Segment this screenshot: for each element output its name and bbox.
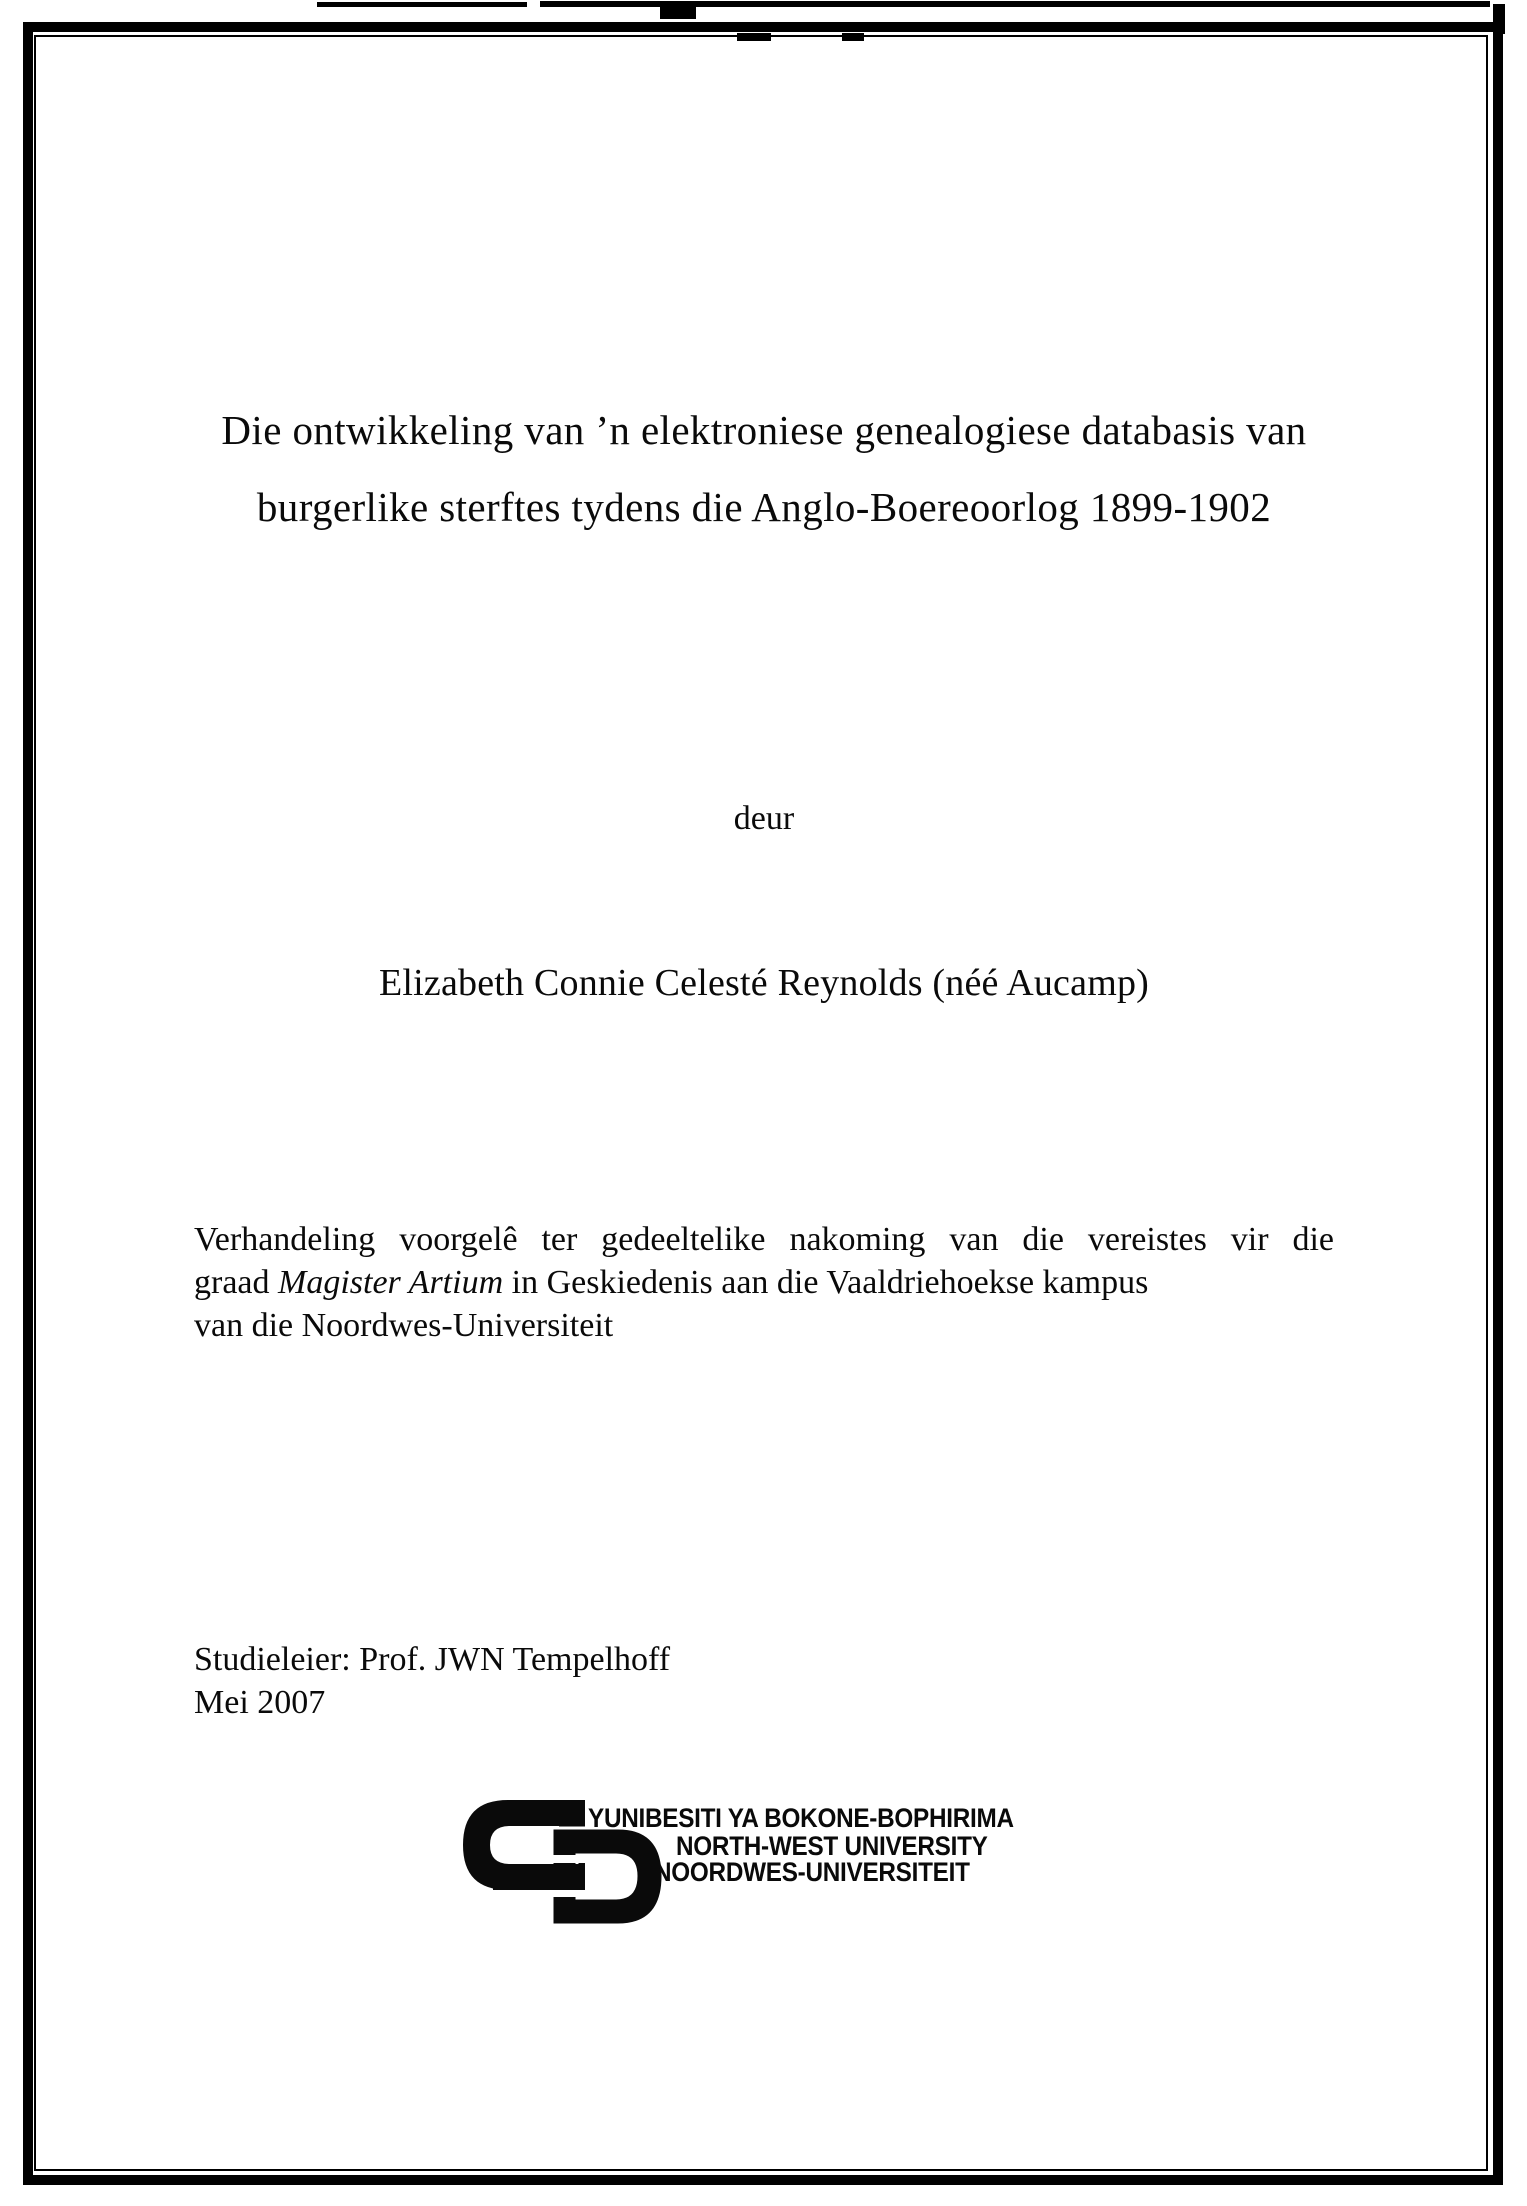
university-name-english: NORTH-WEST UNIVERSITY: [676, 1831, 988, 1861]
university-name-afrikaans: NOORDWES-UNIVERSITEIT: [654, 1857, 970, 1887]
degree-name-italic: Magister Artium: [278, 1264, 504, 1301]
scan-artifact: [317, 2, 527, 7]
thesis-title: [194, 392, 1334, 546]
university-name-setswana: YUNIBESITI YA BOKONE-BOPHIRIMA: [588, 1803, 1014, 1833]
author-name: Elizabeth Connie Celesté Reynolds (néé Aucamp): [378, 962, 1150, 1004]
degree-statement: [194, 1218, 1334, 1347]
supervisor-line: Studieleier: Prof. JWN Tempelhoff: [194, 1641, 671, 1678]
supervisor-block: [194, 1638, 670, 1724]
byline: deur: [733, 800, 795, 837]
degree-statement-line2: [194, 1261, 1334, 1304]
date-line: Mei 2007: [194, 1684, 326, 1721]
thesis-title-line1: Die ontwikkeling van ’n elektroniese genealogiese databasis van: [221, 407, 1307, 453]
degree-statement-line2-pre: graad: [194, 1264, 279, 1301]
scan-artifact: [660, 6, 696, 19]
degree-statement-line2-post: in Geskiedenis aan die Vaaldriehoekse kampus: [503, 1264, 1149, 1301]
thesis-title-line2: burgerlike sterftes tydens die Anglo-Boereoorlog 1899-1902: [256, 484, 1272, 530]
degree-statement-line1: Verhandeling voorgelê ter gedeeltelike nakoming van die vereistes vir die: [194, 1221, 1334, 1258]
degree-statement-line3: van die Noordwes-Universiteit: [194, 1307, 614, 1344]
